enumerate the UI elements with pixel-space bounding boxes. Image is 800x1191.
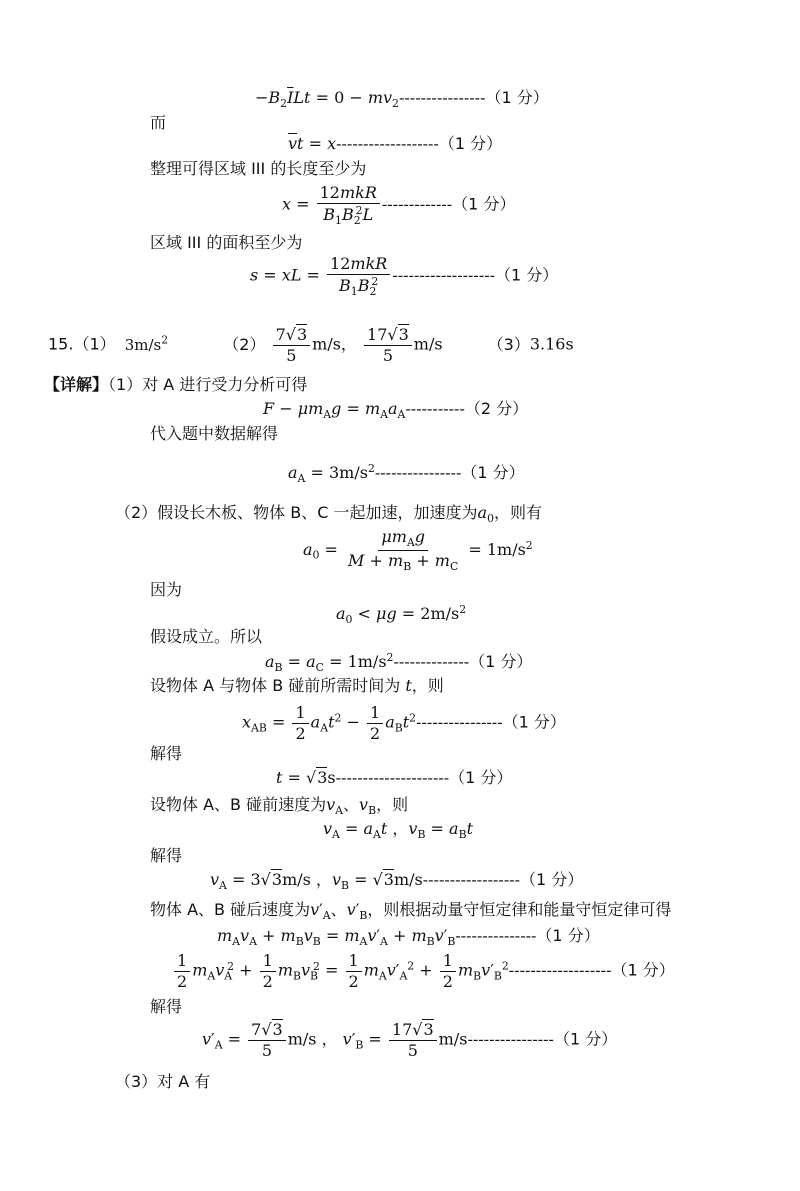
text-because: 因为 — [150, 580, 183, 599]
text-and: 而 — [150, 113, 167, 132]
text-velocity-before: 设物体 A、B 碰前速度为$v_A$、$v_B$，则 — [150, 795, 409, 817]
answer-summary-15: 15.（1） $3m/s^2$ （2） $\frac{7√3}{5}$ m/s， $\frac{17√3}{5}$ m/s （3）3.16s — [48, 325, 574, 365]
text-length-region: 整理可得区域 III 的长度至少为 — [150, 159, 367, 178]
text-velocity-after: 物体 A、B 碰后速度为$v'_A$、$v'_B$，则根据动量守恒定律和能量守恒定律可得 — [150, 900, 672, 922]
equation-xAB: $x_{AB}$ = $\frac{1}{2}$ $a_At^2$ − $\frac{1}{2}$ $a_Bt^2----------------(1$ 分） — [242, 703, 566, 743]
equation-velocities-after: $v'_A$ = $\frac{7√3}{5}$ m/s ， $v'_B$ = $\frac{17√3}{5}$ m/s----------------（1 分） — [202, 1020, 618, 1060]
text-assumption-holds: 假设成立。所以 — [150, 627, 263, 646]
detail-part2-intro: （2）假设长木板、物体 B、C 一起加速，加速度为$a_0$，则有 — [115, 503, 542, 525]
equation-energy: $\frac{1}{2}$ $m_Av_A^2$ + $\frac{1}{2}$ $m_Bv_B^2$ = $\frac{1}{2}$ $m_Av'_A^2$ + $\frac{1}{2}$ $m_Bv'_B^2-------------------(1$ 分） — [172, 952, 675, 990]
equation-s: s = xL = $\frac{\text{12mkR}}{B_1B_2^2}$ -------------------（1 分） — [250, 254, 559, 298]
equation-aA: $a_A = 3m/s^2----------------(1$ 分） — [288, 462, 525, 485]
equation-vA-vB-values: $v_A = 3√3m/s$ ，$v_B = √3m/s------------------(1$ 分） — [210, 870, 584, 892]
text-substitute: 代入题中数据解得 — [150, 424, 279, 443]
equation-vt: $\overline{v}t = x-------------------(1$ 分） — [288, 134, 503, 153]
text-time-before-collision: 设物体 A 与物体 B 碰前所需时间为 t，则 — [150, 676, 444, 695]
equation-vA-vB: $v_A = a_At$ ，$v_B = a_Bt$ — [323, 819, 474, 841]
equation-aB-aC: $a_B = a_C = 1m/s^2--------------(1$ 分） — [265, 651, 533, 674]
text-solve-2: 解得 — [150, 846, 183, 865]
equation-x: x = $\frac{\text{12mkR}}{B_1B_2^2L}$ -------------（1 分） — [282, 183, 516, 227]
equation-force-a: $F - \mu m_Ag = m_Aa_A-----------(2$ 分） — [263, 399, 529, 421]
text-area-region: 区域 III 的面积至少为 — [150, 233, 303, 252]
text-solve-3: 解得 — [150, 997, 183, 1016]
text-solve-1: 解得 — [150, 744, 183, 763]
equation-t: t = √3s---------------------（1 分） — [276, 768, 513, 787]
equation-a0: $a_0$ = $\frac{\mu m_Ag}{M + m_B + m_C}$ = $1m/s^2$ — [303, 527, 533, 573]
detail-part1-intro: 【详解】（1）对 A 进行受力分析可得 — [44, 375, 308, 394]
inequality-a0: $a_0 < \mu g = 2m/s^2$ — [336, 603, 467, 626]
detail-part3-intro: （3）对 A 有 — [115, 1072, 211, 1091]
equation-momentum: $m_Av_A + m_Bv_B = m_Av'_A + m_Bv'_B---------------(1$ 分） — [217, 926, 600, 948]
equation-impulse: $-B_2\overline{I}Lt = 0 - mv_2----------------(1$ 分） — [255, 88, 549, 110]
